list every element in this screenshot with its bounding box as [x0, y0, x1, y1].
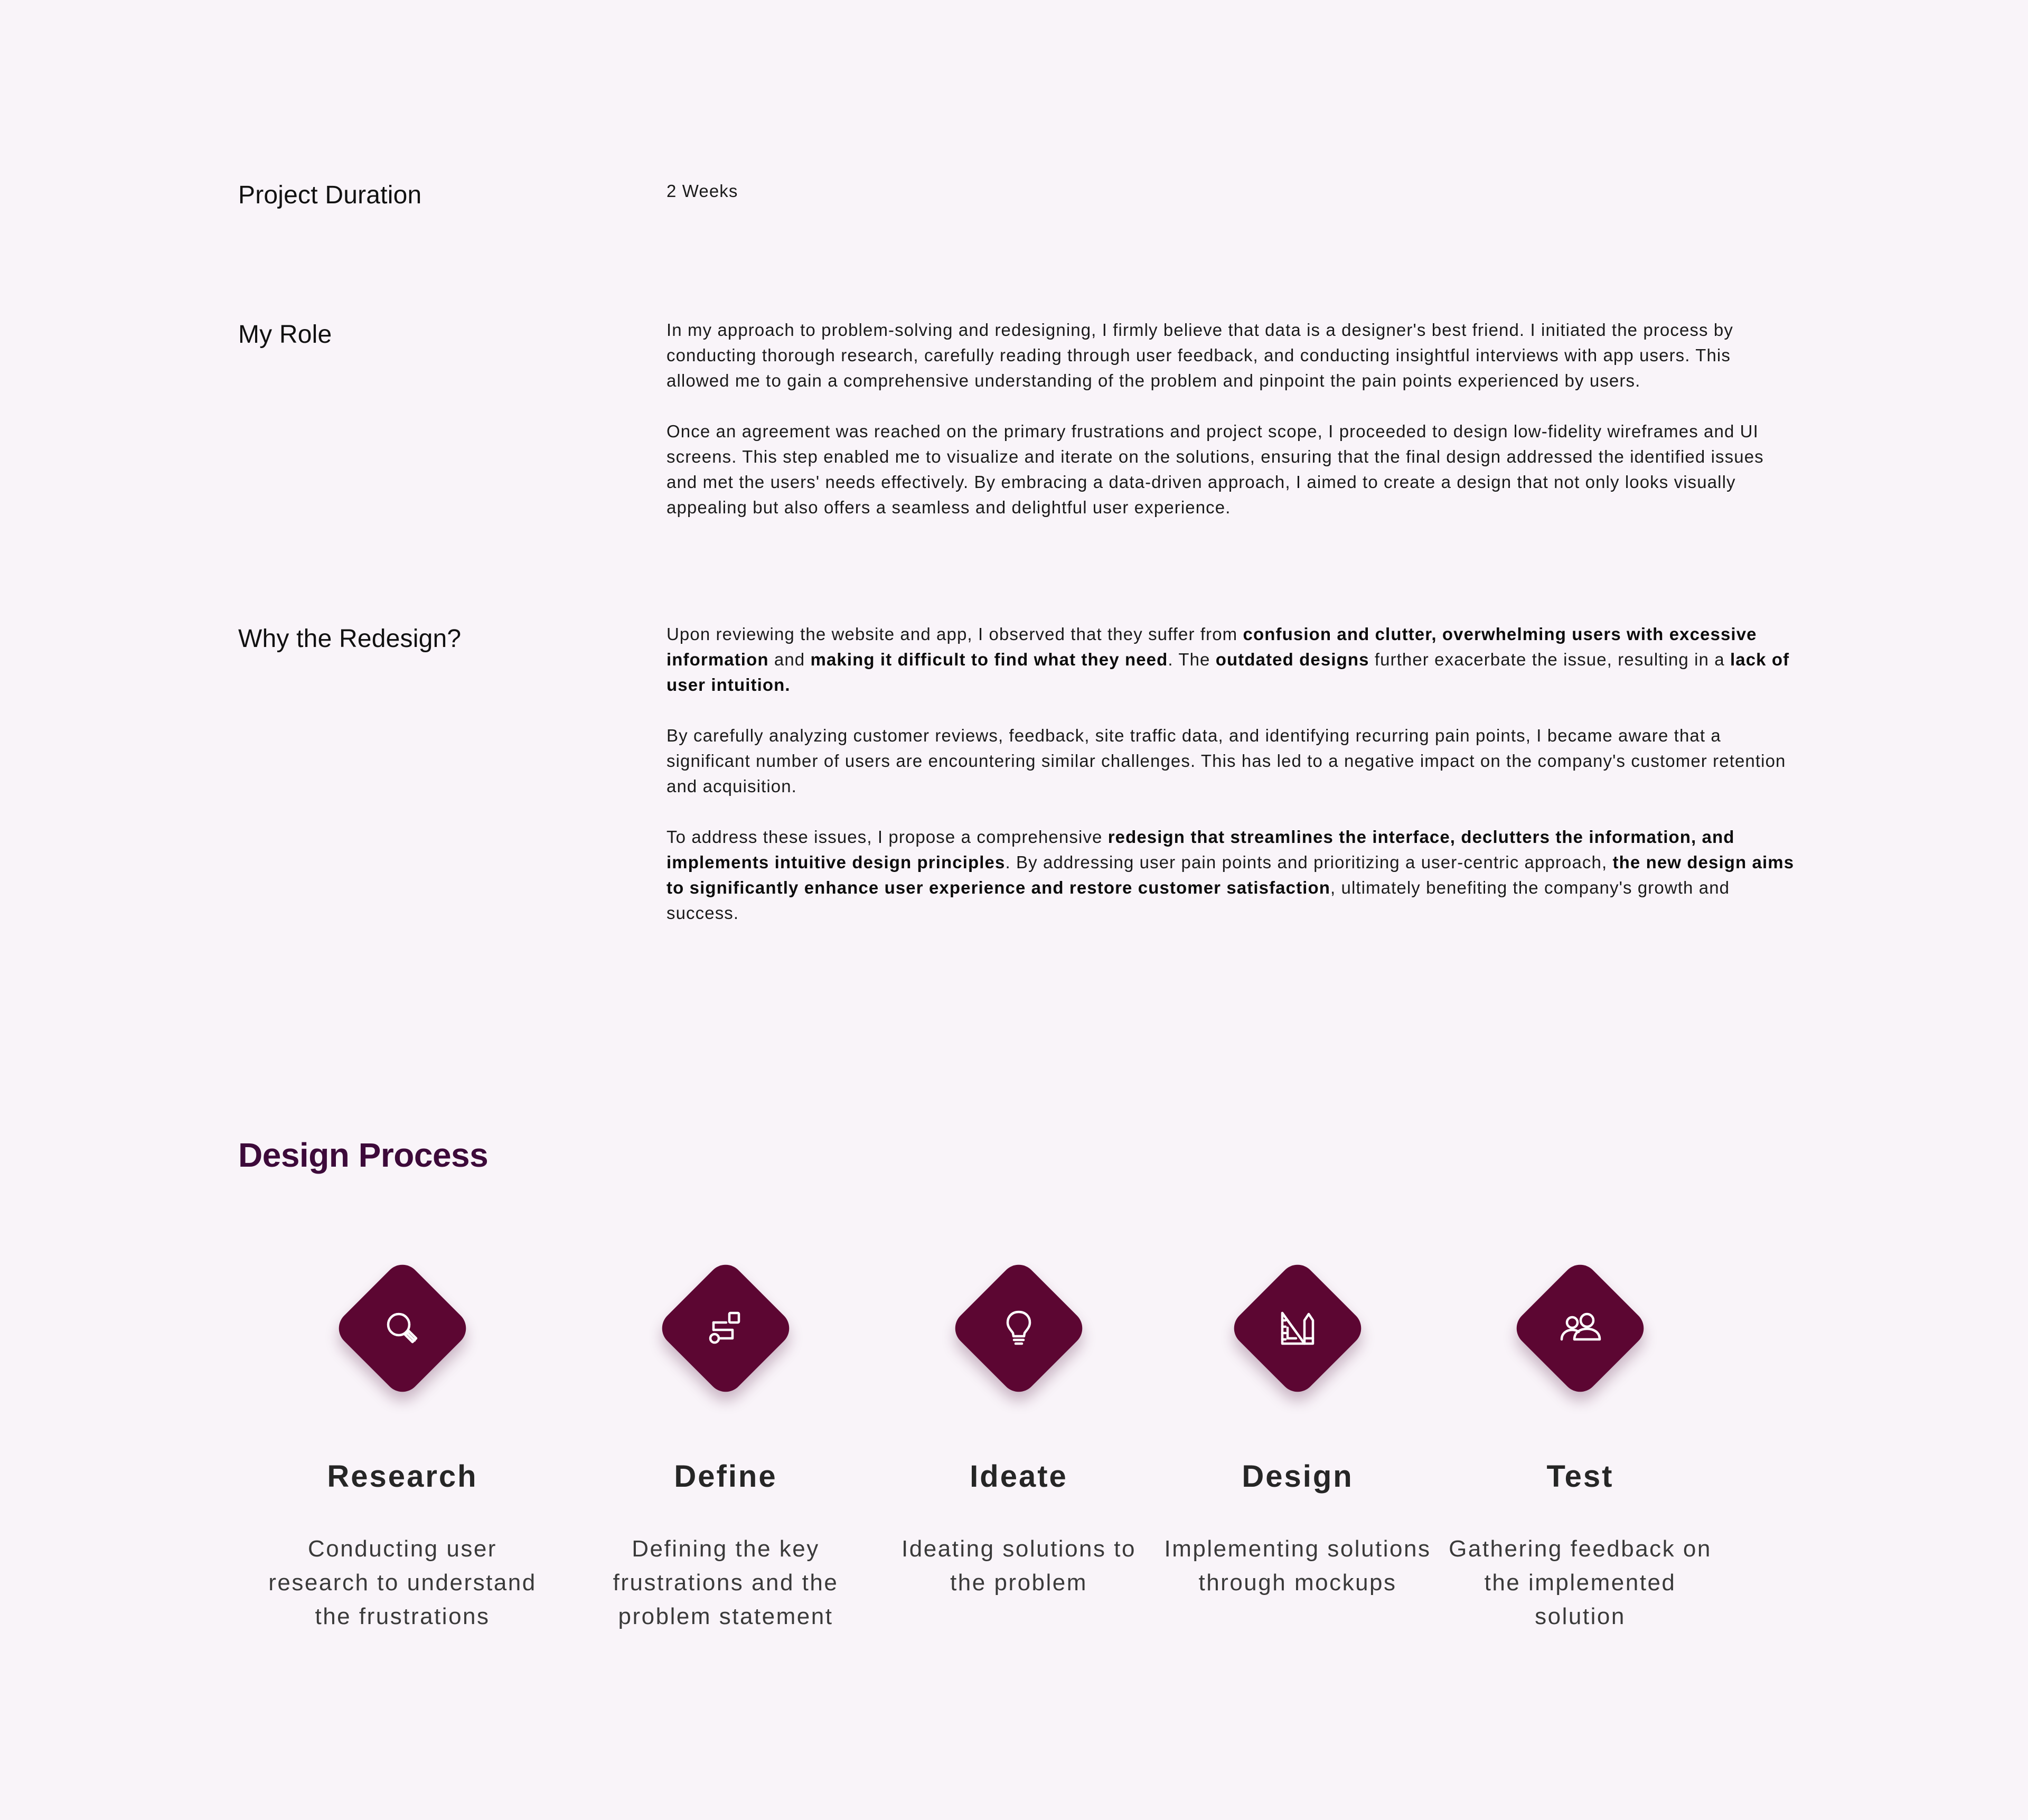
text-run: Upon reviewing the website and app, I observed that they suffer from: [666, 624, 1243, 644]
role-body: [666, 317, 1797, 520]
redesign-paragraph-3: [666, 824, 1797, 926]
text-run: . The: [1168, 650, 1216, 669]
step-badge: [1216, 1246, 1379, 1410]
search-icon: [379, 1305, 426, 1352]
redesign-paragraph-2: By carefully analyzing customer reviews, feedback, site traffic data, and identifying recurring pain points, I became aware that a significant number of users are encountering similar challenges. This has led to a negative impact on the company's customer retention and acquisition.: [666, 726, 1786, 796]
step-badge: [644, 1246, 808, 1410]
step-title: Test: [1546, 1459, 1614, 1494]
step-title: Define: [674, 1459, 777, 1494]
text-run: and: [768, 650, 811, 669]
step-badge: [1498, 1246, 1662, 1410]
step-description: Ideating solutions to the problem: [902, 1536, 1136, 1596]
role-paragraph-1: In my approach to problem-solving and redesigning, I firmly believe that data is a designer's best friend. I initiated the process by conducting thorough research, carefully reading through user feedback, and conducting insightful interviews with app users. This allowed me to gain a comprehensive understanding of the problem and pinpoint the pain points experienced by users.: [666, 320, 1733, 390]
role-paragraph-2: Once an agreement was reached on the primary frustrations and project scope, I proceeded to design low-fidelity wireframes and UI screens. This step enabled me to visualize and iterate on the solutions, ensuring that the final design addressed the identified issues and met the users' needs effectively. By embracing a data-driven approach, I aimed to create a design that not only looks visually appealing but also offers a seamless and delightful user experience.: [666, 421, 1764, 517]
step-badge: [937, 1246, 1101, 1410]
step-badge: [321, 1246, 484, 1410]
text-run: , ultimately benefiting the company's growth and success.: [666, 878, 1730, 923]
design-process-title: Design Process: [238, 1136, 489, 1174]
text-run: To address these issues, I propose a comprehensive: [666, 827, 1108, 847]
step-description: Implementing solutions through mockups: [1164, 1536, 1431, 1596]
redesign-paragraph-1: [666, 622, 1797, 698]
lightbulb-icon: [995, 1305, 1043, 1352]
step-title: Research: [327, 1459, 478, 1494]
duration-value: 2 Weeks: [666, 181, 738, 201]
duration-label: Project Duration: [238, 181, 422, 209]
process-step-ideate: [871, 1246, 1167, 1600]
bold-run: outdated designs: [1215, 650, 1369, 669]
design-tools-icon: [1274, 1305, 1321, 1352]
text-run: . By addressing user pain points and prioritizing a user-centric approach,: [1005, 852, 1613, 872]
bold-run: making it difficult to find what they need: [810, 650, 1168, 669]
flow-icon: [702, 1305, 749, 1352]
bold-run: redesign that streamlines the interface, declutters the information, and implements intuitive design principles: [666, 827, 1735, 872]
step-description: Conducting user research to understand the frustrations: [268, 1536, 537, 1629]
bold-run: confusion and clutter, overwhelming users with excessive information: [666, 624, 1757, 669]
process-step-test: [1432, 1246, 1728, 1634]
text-run: further exacerbate the issue, resulting in a: [1369, 650, 1730, 669]
users-icon: [1556, 1305, 1604, 1352]
step-description: Gathering feedback on the implemented solution: [1449, 1536, 1712, 1629]
process-step-design: [1150, 1246, 1445, 1600]
step-title: Ideate: [970, 1459, 1068, 1494]
process-step-define: [578, 1246, 874, 1634]
bold-run: the new design aims to significantly enhance user experience and restore customer satisfaction: [666, 852, 1795, 897]
step-title: Design: [1242, 1459, 1354, 1494]
process-step-research: [255, 1246, 550, 1634]
role-label: My Role: [238, 321, 332, 349]
bold-run: lack of user intuition.: [666, 650, 1790, 695]
redesign-body: [666, 622, 1797, 926]
step-description: Defining the key frustrations and the problem statement: [613, 1536, 839, 1629]
redesign-label: Why the Redesign?: [238, 625, 462, 653]
